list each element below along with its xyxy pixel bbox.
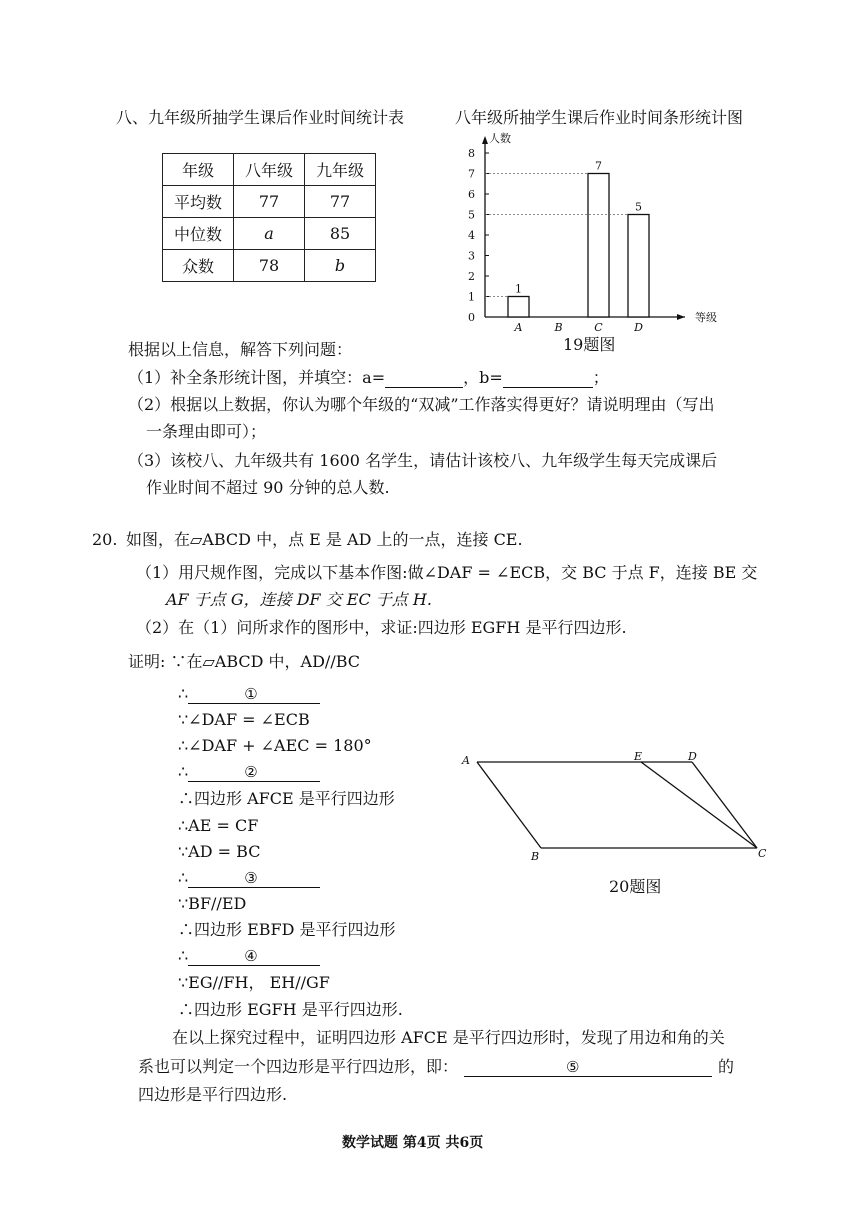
conclusion-blank[interactable] <box>464 1060 712 1077</box>
q19-part2-line2: 一条理由即可）； <box>146 422 267 441</box>
label-a: A <box>462 754 470 767</box>
proof-text: ∴ <box>178 946 189 965</box>
y-tick-label: 1 <box>468 290 475 304</box>
answer-blank-b[interactable] <box>503 371 593 388</box>
label-e: E <box>634 750 643 763</box>
x-tick-label: D <box>634 321 643 334</box>
y-tick-label: 0 <box>468 311 475 324</box>
q20-part1-line2: AF 于点 G，连接 DF 交 EC 于点 H. <box>166 590 432 609</box>
blank-mark-2: ② <box>244 763 258 781</box>
proof-head: 证明: ∵在▱ABCD 中，AD//BC <box>128 652 361 671</box>
table-row <box>163 218 376 250</box>
y-tick-label: 2 <box>468 270 475 283</box>
proof-text: ∴ <box>178 868 189 887</box>
proof-line-1 <box>178 684 320 704</box>
table-row <box>163 250 376 282</box>
conclusion-line3: 四边形是平行四边形. <box>138 1085 288 1104</box>
answer-blank-a[interactable] <box>385 371 463 388</box>
x-tick-label: B <box>554 321 563 334</box>
conclusion-de: 的 <box>718 1057 735 1076</box>
q20-stem: 如图，在▱ABCD 中，点 E 是 AD 上的一点，连接 CE. <box>126 530 523 549</box>
figure-caption: 20题图 <box>609 877 662 896</box>
y-tick-label: 6 <box>468 188 475 201</box>
blank-mark-5: ⑤ <box>566 1058 580 1076</box>
label-b: B <box>531 850 540 863</box>
bar-data-label: 1 <box>515 282 522 296</box>
segment-dc <box>692 762 757 848</box>
conclusion-text: 系也可以判定一个四边形是平行四边形，即： <box>138 1057 459 1076</box>
table-title: 八、九年级所抽学生课后作业时间统计表 <box>116 108 405 127</box>
table-header-cell: 八年级 <box>234 154 305 186</box>
proof-blank-1[interactable] <box>188 687 320 704</box>
table-cell: a <box>234 218 305 250</box>
segment-ab <box>477 762 541 848</box>
label-d: D <box>688 750 697 763</box>
table-cell: 77 <box>305 186 376 218</box>
x-axis-arrow <box>677 314 685 320</box>
q20-number: 20. <box>92 530 118 549</box>
y-tick-label: 4 <box>468 229 475 242</box>
proof-line-7: ∵AD = BC <box>178 842 261 861</box>
table-row <box>163 186 376 218</box>
page-footer: 数学试题 第4页 共6页 <box>342 1135 484 1151</box>
q19-intro: 根据以上信息，解答下列问题： <box>128 340 353 359</box>
proof-blank-3[interactable] <box>188 871 320 888</box>
y-tick-label: 3 <box>468 249 475 263</box>
segment-ec <box>641 762 757 848</box>
x-axis-label: 等级 <box>695 311 717 324</box>
y-axis-label: 人数 <box>489 132 511 145</box>
q19-part1-b: ，b= <box>463 368 503 387</box>
proof-blank-2[interactable] <box>188 765 320 782</box>
x-tick-label: C <box>594 321 603 334</box>
table-cell: 平均数 <box>163 186 234 218</box>
y-tick-label: 5 <box>468 208 475 222</box>
q19-part3-line2: 作业时间不超过 90 分钟的总人数. <box>146 478 390 497</box>
table-cell: 众数 <box>163 250 234 282</box>
proof-line-11 <box>178 946 320 966</box>
proof-text: ∴ <box>178 684 189 703</box>
proof-text: ∴ <box>178 762 189 781</box>
chart-caption: 19题图 <box>563 335 616 354</box>
blank-mark-1: ① <box>244 685 258 703</box>
table-cell: 中位数 <box>163 218 234 250</box>
parallelogram-figure <box>455 745 775 870</box>
stats-table <box>162 153 376 282</box>
q19-part3-line1: （3）该校八、九年级共有 1600 名学生，请估计该校八、九年级学生每天完成课后 <box>128 451 718 470</box>
table-cell: b <box>305 250 376 282</box>
proof-line-13: ∴四边形 EGFH 是平行四边形. <box>178 1000 403 1019</box>
proof-line-9: ∵BF//ED <box>178 894 247 913</box>
blank-mark-3: ③ <box>244 869 258 887</box>
proof-line-6: ∴AE = CF <box>178 816 259 835</box>
bar <box>588 174 609 318</box>
table-cell: 78 <box>234 250 305 282</box>
table-header-cell: 年级 <box>163 154 234 186</box>
q20-part1-line1: （1）用尺规作图，完成以下基本作图:做∠DAF = ∠ECB，交 BC 于点 F，连接 BE 交 <box>136 563 758 582</box>
table-header-row <box>163 154 376 186</box>
y-tick-label: 7 <box>468 167 475 181</box>
proof-line-3: ∴∠DAF + ∠AEC = 180° <box>178 736 372 755</box>
proof-line-8 <box>178 868 320 888</box>
q19-part1-a: （1）补全条形统计图，并填空：a= <box>128 368 386 387</box>
conclusion-line1: 在以上探究过程中，证明四边形 AFCE 是平行四边形时，发现了用边和角的关 <box>172 1028 725 1047</box>
bar-chart <box>440 130 740 335</box>
q19-part1-end: ； <box>592 368 609 387</box>
bar <box>508 297 529 318</box>
bar <box>628 215 649 318</box>
x-tick-label: A <box>514 321 523 334</box>
table-cell: 77 <box>234 186 305 218</box>
label-c: C <box>758 847 767 860</box>
q19-part1 <box>128 368 609 388</box>
proof-line-5: ∴四边形 AFCE 是平行四边形 <box>178 789 395 808</box>
q19-part2-line1: （2）根据以上数据，你认为哪个年级的“双减”工作落实得更好？请说明理由（写出 <box>128 395 715 414</box>
blank-mark-4: ④ <box>244 947 258 965</box>
table-header-cell: 九年级 <box>305 154 376 186</box>
proof-blank-4[interactable] <box>188 949 320 966</box>
proof-line-10: ∴四边形 EBFD 是平行四边形 <box>178 920 396 939</box>
proof-line-2: ∵∠DAF = ∠ECB <box>178 710 310 729</box>
y-tick-label: 8 <box>468 147 475 160</box>
bar-data-label: 7 <box>595 159 602 173</box>
q20-part2: （2）在（1）问所求作的图形中，求证:四边形 EGFH 是平行四边形. <box>136 618 627 637</box>
proof-line-12: ∵EG//FH， EH//GF <box>178 973 330 992</box>
bar-data-label: 5 <box>635 200 642 214</box>
conclusion-line2 <box>138 1057 734 1077</box>
chart-title: 八年级所抽学生课后作业时间条形统计图 <box>455 108 744 127</box>
table-cell: 85 <box>305 218 376 250</box>
proof-line-4 <box>178 762 320 782</box>
y-axis-arrow <box>482 136 488 144</box>
